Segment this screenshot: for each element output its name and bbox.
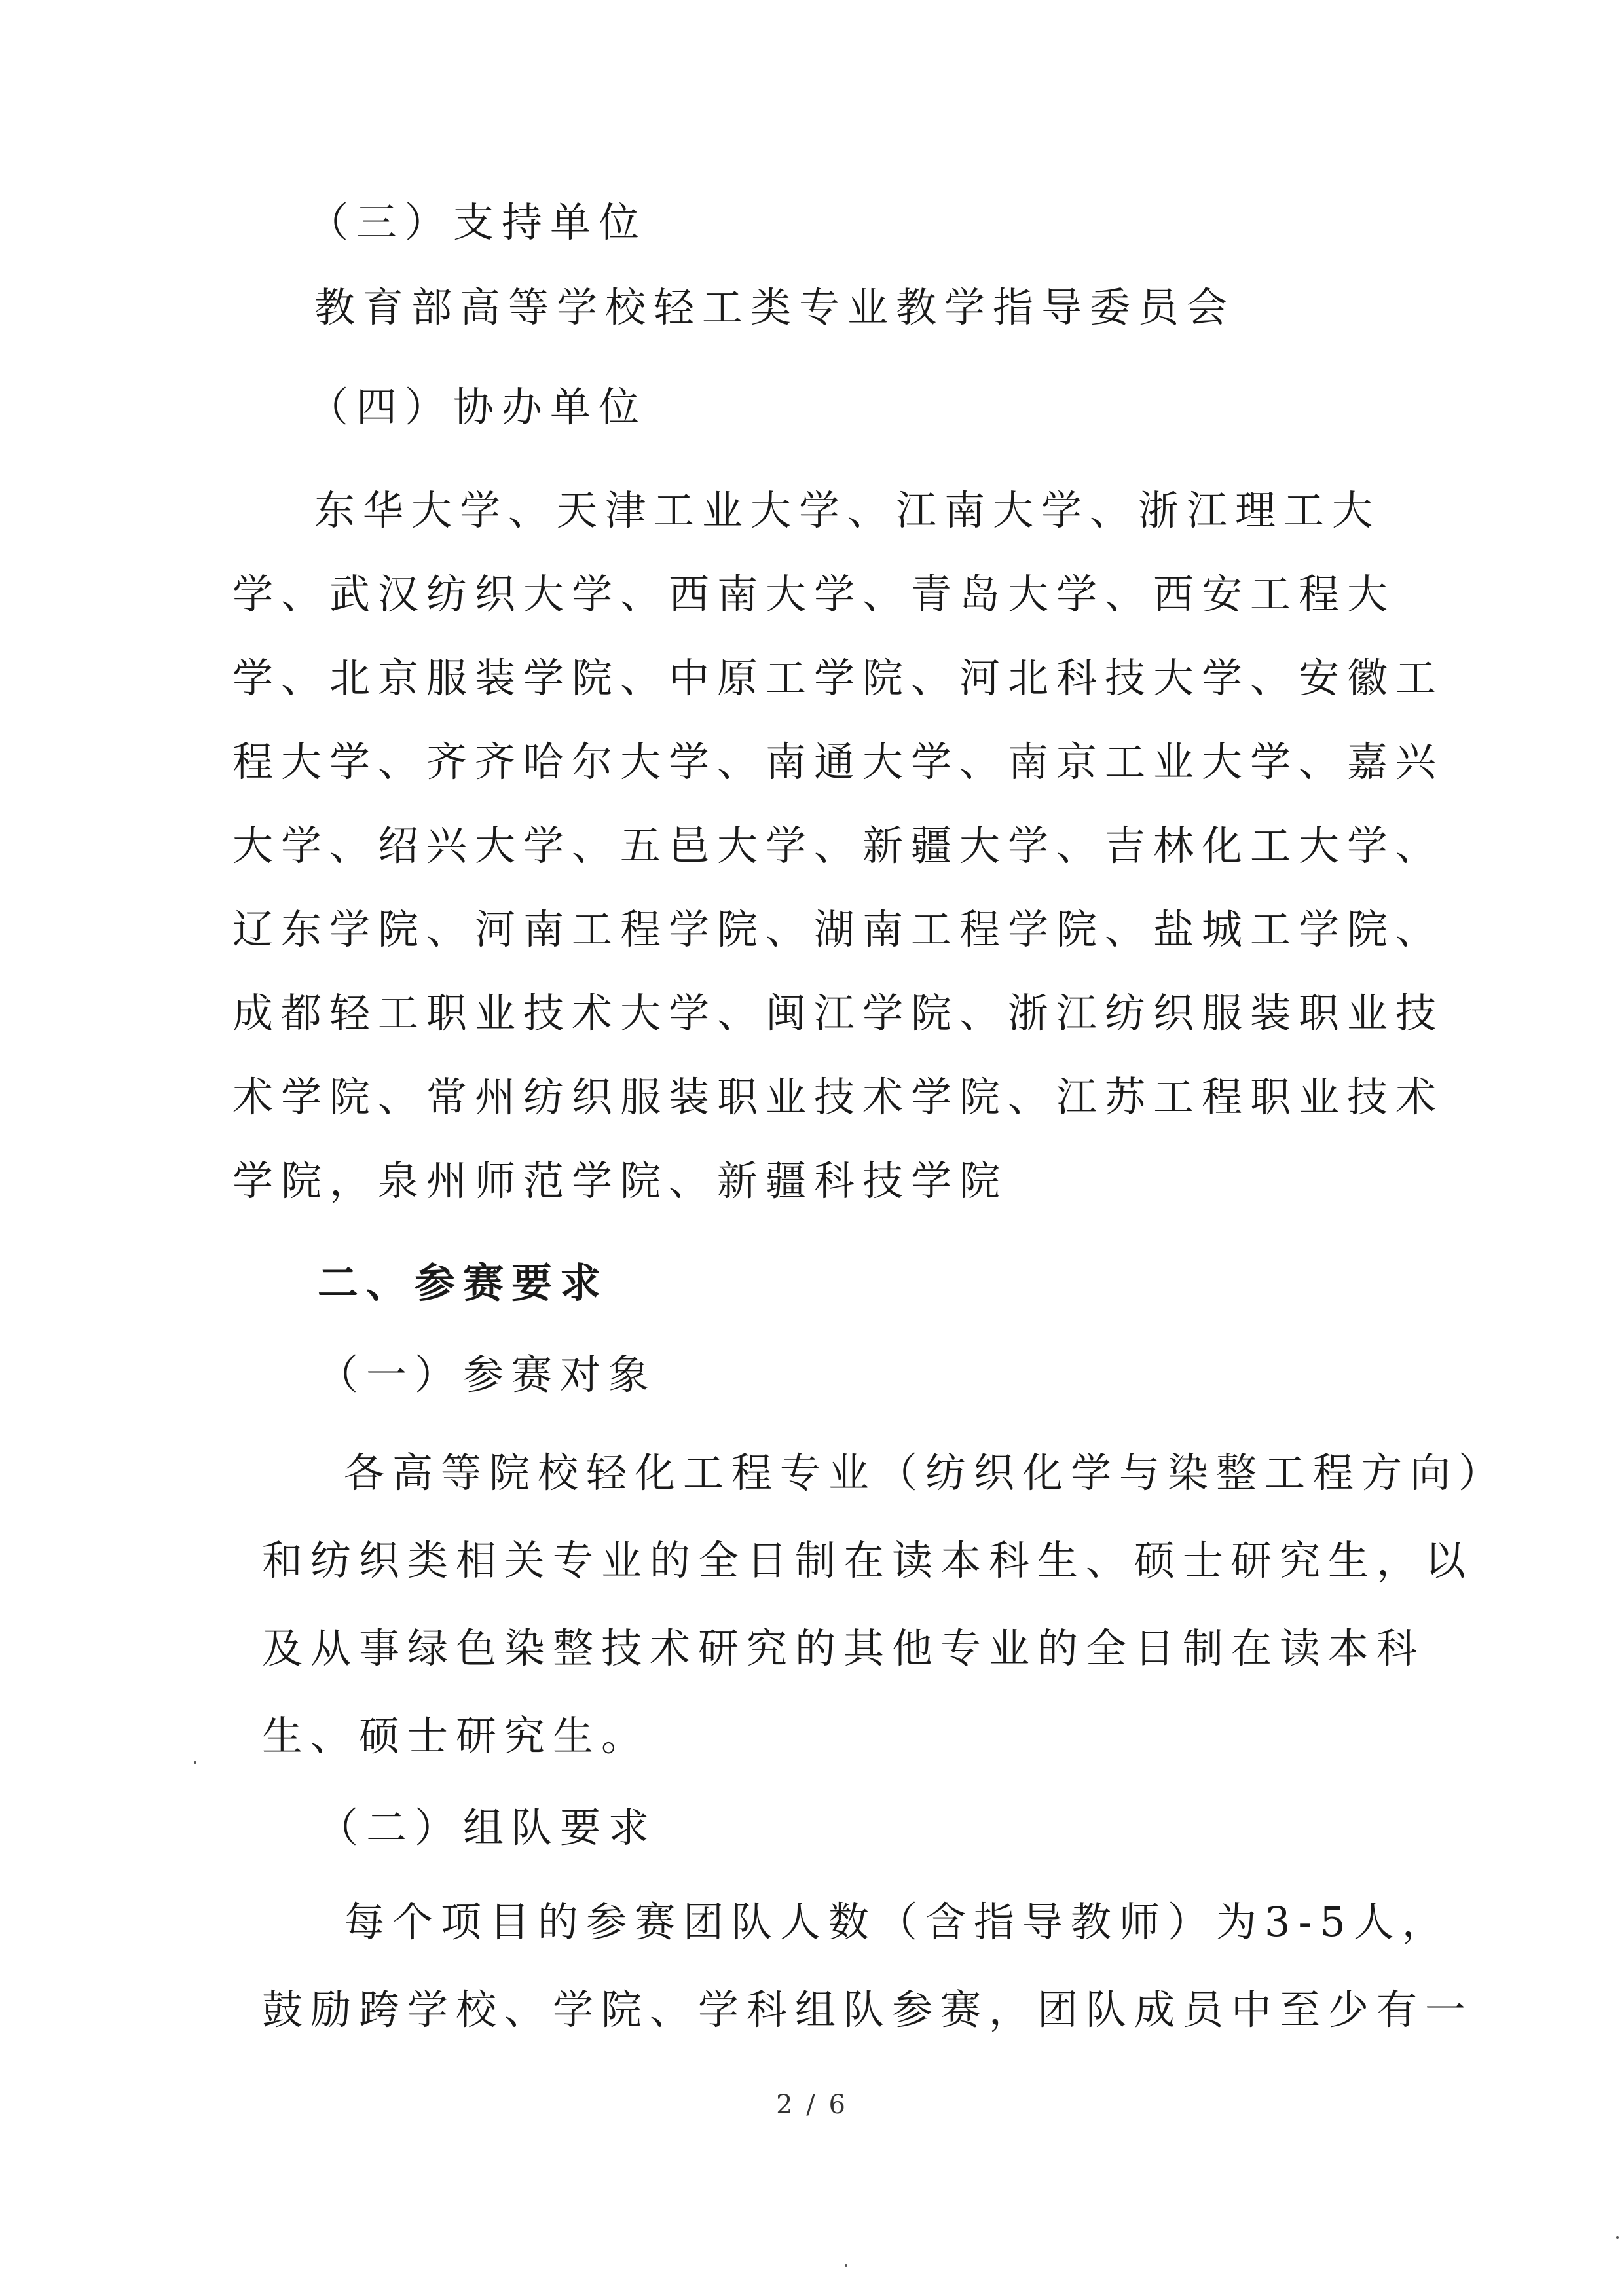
cohost-heading: （四）协办单位 [308,383,648,431]
requirements-heading: 二、参赛要求 [318,1259,609,1307]
page-number: 2 / 6 [776,2090,848,2120]
cohost-line: 学、武汉纺织大学、西南大学、青岛大学、西安工程大 [232,570,1396,618]
cohost-line: 东华大学、天津工业大学、江南大学、浙江理工大 [314,486,1381,534]
participants-line: 和纺织类相关专业的全日制在读本科生、硕士研究生，以 [262,1537,1474,1584]
participants-line: 各高等院校轻化工程专业（纺织化学与染整工程方向） [344,1449,1507,1497]
team-line: 鼓励跨学校、学院、学科组队参赛，团队成员中至少有一 [262,1986,1474,2033]
cohost-line: 程大学、齐齐哈尔大学、南通大学、南京工业大学、嘉兴 [232,738,1445,786]
scan-speck [845,2264,847,2267]
cohost-line: 学院，泉州师范学院、新疆科技学院 [232,1157,1008,1205]
cohost-line: 术学院、常州纺织服装职业技术学院、江苏工程职业技术 [232,1073,1445,1121]
support-heading: （三）支持单位 [308,198,648,246]
scan-speck [194,1761,196,1764]
cohost-line: 成都轻工职业技术大学、闽江学院、浙江纺织服装职业技 [232,989,1445,1037]
team-line: 每个项目的参赛团队人数（含指导教师）为3-5人， [344,1898,1450,1946]
scan-speck [1616,2236,1619,2239]
participants-line: 生、硕士研究生。 [262,1712,650,1760]
cohost-line: 大学、绍兴大学、五邑大学、新疆大学、吉林化工大学、 [232,822,1445,869]
team-heading: （二）组队要求 [318,1804,657,1851]
cohost-line: 学、北京服装学院、中原工学院、河北科技大学、安徽工 [232,654,1445,702]
participants-line: 及从事绿色染整技术研究的其他专业的全日制在读本科 [262,1624,1426,1672]
support-text: 教育部高等学校轻工类专业教学指导委员会 [314,283,1236,331]
cohost-line: 辽东学院、河南工程学院、湖南工程学院、盐城工学院、 [232,905,1445,953]
participants-heading: （一）参赛对象 [318,1351,657,1398]
